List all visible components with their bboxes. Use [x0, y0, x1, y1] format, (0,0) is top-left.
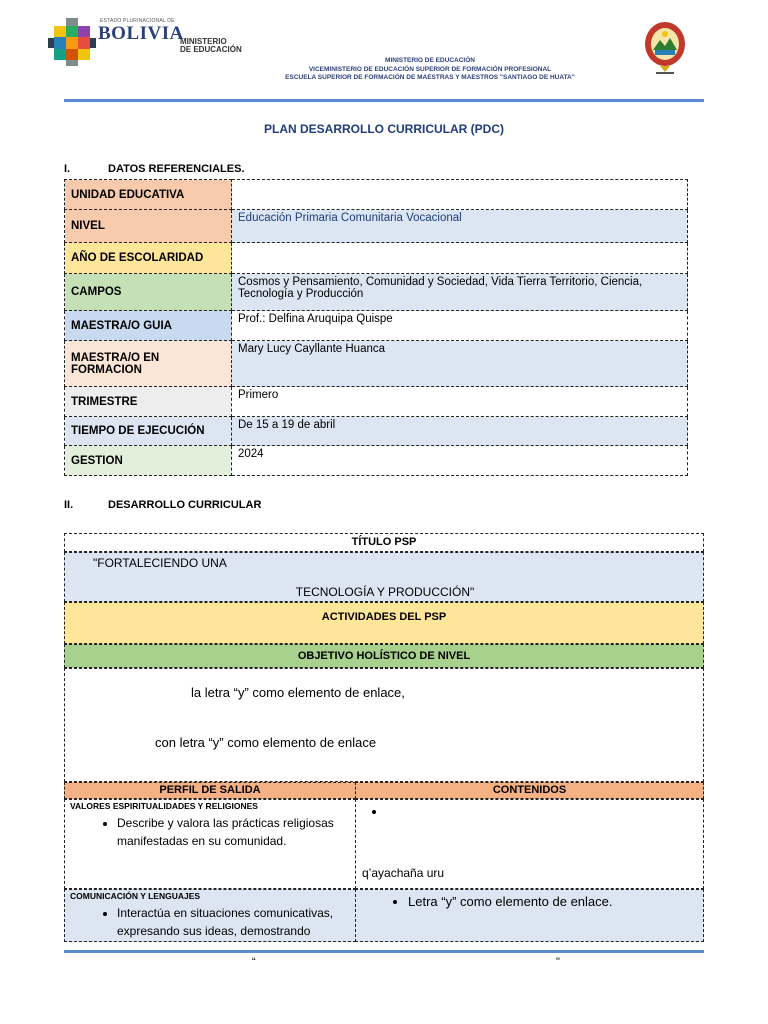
reference-row	[65, 311, 688, 341]
bolivia-emblem-logo	[48, 16, 96, 68]
section-1-label: DATOS REFERENCIALES.	[108, 163, 245, 175]
psp-title-line-2: TECNOLOGÍA Y PRODUCCIÓN"	[295, 585, 475, 599]
psp-activities-header: ACTIVIDADES DEL PSP	[64, 602, 704, 644]
objective-header: OBJETIVO HOLÍSTICO DE NIVEL	[64, 644, 704, 668]
reference-key: TRIMESTRE	[65, 387, 232, 417]
content-item-2: • Letra “y” como elemento de enlace.	[408, 894, 703, 909]
reference-key: TIEMPO DE EJECUCIÓN	[65, 417, 232, 446]
content-text-1: q’ayachaña uru	[362, 866, 445, 880]
perfil-cell-2	[64, 889, 356, 942]
ministry-line-1: MINISTERIO	[180, 37, 227, 46]
perfil-list-2	[65, 904, 355, 940]
reference-value: Mary Lucy Cayllante Huanca	[232, 341, 688, 387]
reference-key: NIVEL	[65, 210, 232, 243]
reference-value: Educación Primaria Comunitaria Vocacional	[232, 210, 688, 243]
institution-line-1: MINISTERIO DE EDUCACIÓN	[385, 57, 475, 64]
reference-row	[65, 446, 688, 476]
perfil-area-2: COMUNICACIÓN Y LENGUAJES	[70, 891, 201, 901]
content-item-1	[386, 804, 703, 818]
section-2-heading	[64, 499, 261, 511]
reference-key: CAMPOS	[65, 274, 232, 311]
header-divider	[64, 99, 704, 102]
reference-row	[65, 210, 688, 243]
reference-value	[232, 243, 688, 274]
footer-open-quote: “	[252, 956, 256, 968]
psp-title-cell	[64, 552, 704, 602]
objective-cell	[64, 668, 704, 782]
ministry-line-2: DE EDUCACIÓN	[180, 45, 242, 54]
psp-title-header: TÍTULO PSP	[64, 533, 704, 552]
reference-value: Primero	[232, 387, 688, 417]
reference-row	[65, 243, 688, 274]
reference-value: 2024	[232, 446, 688, 476]
institution-header	[200, 57, 660, 83]
section-2-label: DESARROLLO CURRICULAR	[108, 499, 262, 511]
content-cell-1	[355, 799, 704, 889]
psp-title-line-1: "FORTALECIENDO UNA	[93, 556, 227, 570]
reference-row	[65, 387, 688, 417]
reference-value	[232, 180, 688, 210]
perfil-item-1: • Describe y valora las prácticas religiosas manifestadas en su comunidad.	[117, 814, 355, 850]
reference-row	[65, 417, 688, 446]
section-1-heading	[64, 163, 245, 175]
perfil-column-header: PERFIL DE SALIDA	[64, 782, 356, 799]
reference-key: AÑO DE ESCOLARIDAD	[65, 243, 232, 274]
perfil-cell-1	[64, 799, 356, 889]
content-list-2	[356, 894, 703, 909]
perfil-area-1: VALORES ESPIRITUALIDADES Y RELIGIONES	[70, 801, 258, 811]
reference-value: Cosmos y Pensamiento, Comunidad y Sociedad, Vida Tierra Territorio, Ciencia, Tecnología y Producción	[232, 274, 688, 311]
footer-divider	[64, 950, 704, 953]
content-list-1	[356, 804, 703, 818]
section-1-number: I.	[64, 163, 71, 175]
perfil-list-1	[65, 814, 355, 850]
footer-close-quote: "	[556, 956, 560, 968]
brand-subtitle: ESTADO PLURINACIONAL DE	[100, 18, 175, 24]
section-2-number: II.	[64, 499, 74, 511]
reference-key: GESTION	[65, 446, 232, 476]
brand-name: BOLIVIA	[98, 23, 184, 44]
document-title: PLAN DESARROLLO CURRICULAR (PDC)	[264, 122, 504, 136]
reference-key: MAESTRA/O GUIA	[65, 311, 232, 341]
reference-value: De 15 a 19 de abril	[232, 417, 688, 446]
objective-line-2: con letra “y” como elemento de enlace	[155, 735, 377, 750]
reference-row	[65, 341, 688, 387]
reference-value: Prof.: Delfina Aruquipa Quispe	[232, 311, 688, 341]
content-cell-2	[355, 889, 704, 942]
reference-row	[65, 180, 688, 210]
institution-line-3: ESCUELA SUPERIOR DE FORMACIÓN DE MAESTRAS Y MAESTROS "SANTIAGO DE HUATA"	[285, 74, 575, 81]
reference-key: UNIDAD EDUCATIVA	[65, 180, 232, 210]
reference-data-table	[64, 179, 688, 476]
ministry-label	[180, 38, 242, 54]
objective-line-1: la letra “y” como elemento de enlace,	[191, 685, 405, 700]
perfil-item-2: • Interactúa en situaciones comunicativas, expresando sus ideas, demostrando	[117, 904, 355, 940]
reference-key: MAESTRA/O EN FORMACION	[65, 341, 232, 387]
school-seal-logo	[642, 20, 688, 76]
reference-row	[65, 274, 688, 311]
institution-line-2: VICEMINISTERIO DE EDUCACIÓN SUPERIOR DE FORMACIÓN PROFESIONAL	[308, 65, 552, 73]
contenidos-column-header: CONTENIDOS	[355, 782, 704, 799]
